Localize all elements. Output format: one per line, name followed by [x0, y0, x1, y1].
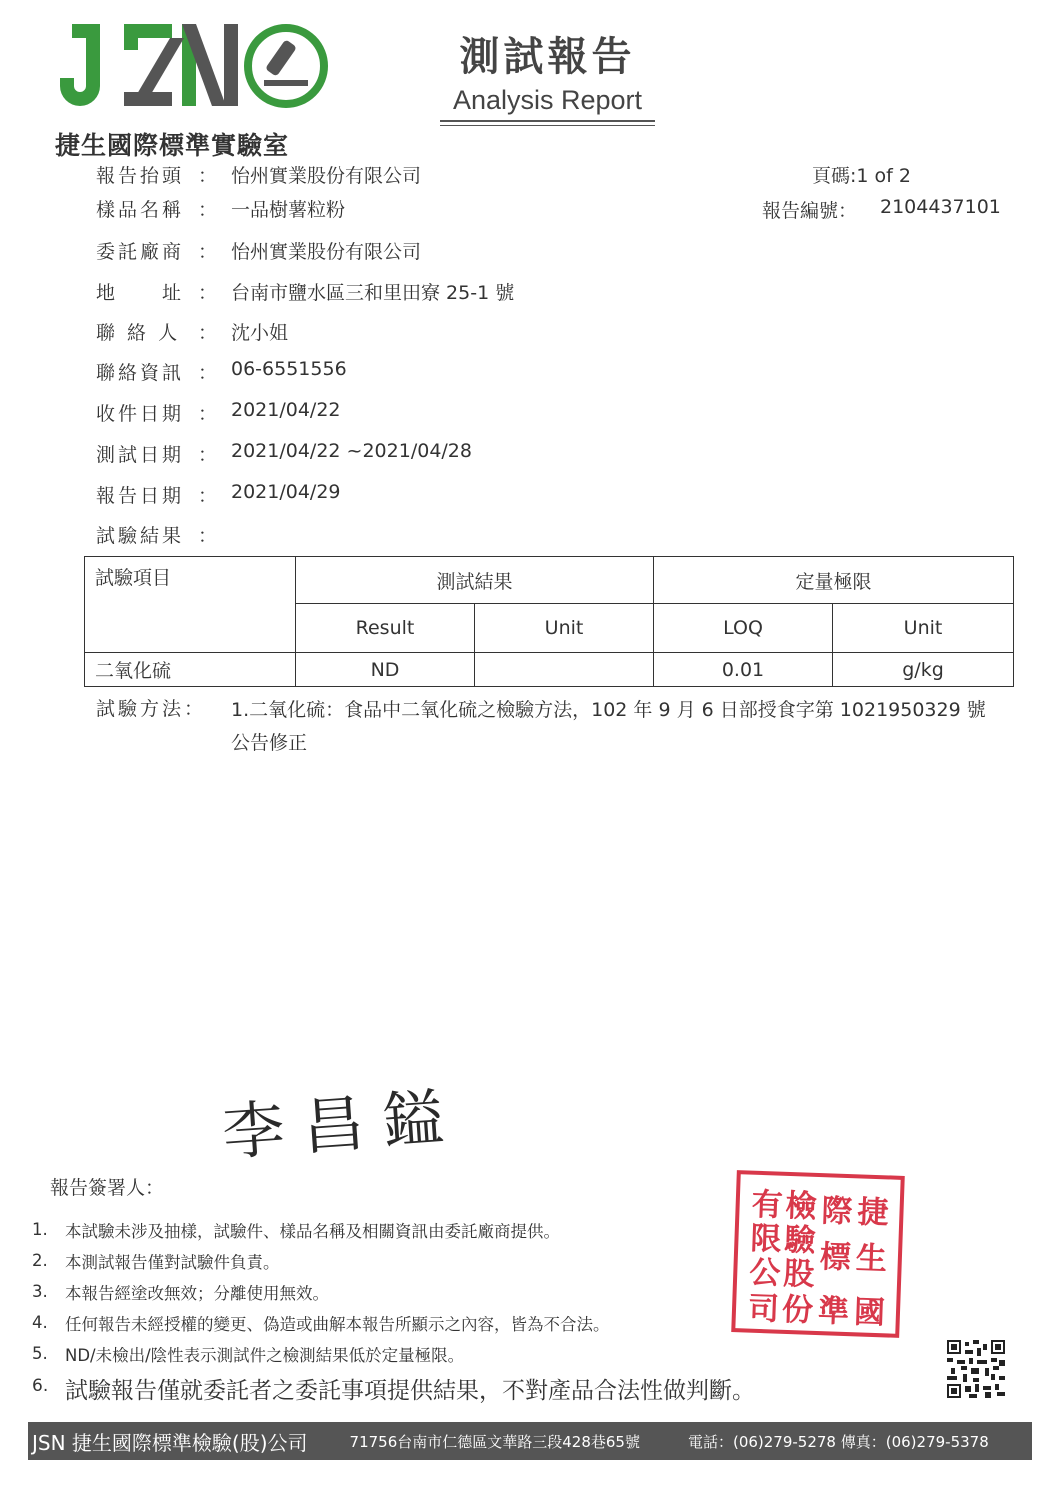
- header-result-group: 測試結果: [296, 557, 654, 604]
- list-item: 4. 任何報告未經授權的變更、偽造或曲解本報告所顯示之內容，皆為不合法。: [32, 1313, 610, 1334]
- footer-bar: [28, 1422, 1032, 1460]
- list-item: 5. ND/未檢出/陰性表示測試件之檢測結果低於定量極限。: [32, 1344, 465, 1365]
- info-label: 聯 絡 人: [96, 322, 181, 344]
- info-label: 測試日期: [96, 444, 185, 466]
- info-value-received-date: 2021/04/22: [231, 399, 341, 421]
- header-loq-unit: Unit: [833, 604, 1014, 653]
- info-value-client: 怡州實業股份有限公司: [231, 241, 422, 263]
- cell-loq: 0.01: [654, 653, 833, 687]
- lab-name: 捷生國際標準實驗室: [55, 131, 290, 160]
- footer-contact: 電話：(06)279-5278 傳真：(06)279-5378: [687, 1432, 989, 1451]
- info-value-report-header: 怡州實業股份有限公司: [231, 165, 422, 187]
- method-text: 1.二氧化硫：食品中二氧化硫之檢驗方法，102 年 9 月 6 日部授食字第 1021950329 號公告修正: [231, 699, 986, 754]
- handwritten-signature: 李昌鎰: [220, 1079, 465, 1170]
- info-colon: ：: [198, 241, 218, 263]
- info-colon: ：: [198, 403, 218, 425]
- list-item-emphasis: 6. 試驗報告僅就委託者之委託事項提供結果，不對產品合法性做判斷。: [32, 1376, 755, 1404]
- footer-company: JSN 捷生國際標準檢驗(股)公司: [32, 1430, 308, 1455]
- info-colon: ：: [198, 199, 218, 221]
- info-colon: ：: [198, 282, 218, 304]
- info-label: 委託廠商: [96, 241, 185, 263]
- report-title-zh: 測試報告: [459, 34, 636, 80]
- info-label: 試驗結果: [96, 525, 185, 547]
- info-value-contact-person: 沈小姐: [231, 322, 289, 344]
- table-row: [85, 653, 1014, 687]
- signer-label: 報告簽署人：: [50, 1177, 165, 1199]
- info-label: 地 址: [96, 282, 185, 304]
- list-item: 3. 本報告經塗改無效；分離使用無效。: [32, 1282, 329, 1303]
- results-table: [84, 556, 1014, 687]
- cell-loq-unit: g/kg: [833, 653, 1014, 687]
- method-label: 試驗方法：: [96, 698, 207, 720]
- info-value-report-date: 2021/04/29: [231, 481, 341, 503]
- info-colon: ：: [198, 444, 218, 466]
- title-underline: [440, 120, 655, 122]
- info-value-test-date: 2021/04/22 ~2021/04/28: [231, 440, 472, 462]
- report-number: 2104437101: [880, 196, 1001, 218]
- info-label: 報告抬頭: [96, 165, 185, 187]
- info-label: 收件日期: [96, 403, 185, 425]
- info-colon: ：: [198, 525, 218, 547]
- cell-result: ND: [296, 653, 475, 687]
- header-test-item: 試驗項目: [85, 557, 296, 653]
- info-label: 聯絡資訊: [96, 362, 185, 384]
- info-value-sample-name: 一品樹薯粒粉: [231, 199, 346, 221]
- report-title-en: Analysis Report: [452, 85, 643, 115]
- info-value-contact-info: 06-6551556: [231, 358, 347, 380]
- jsn-logo: [58, 22, 328, 110]
- page-number: 頁碼:1 of 2: [812, 165, 911, 187]
- info-label: 報告日期: [96, 485, 185, 507]
- header-unit: Unit: [475, 604, 654, 653]
- info-colon: ：: [198, 165, 218, 187]
- cell-unit: [475, 653, 654, 687]
- list-item: 1. 本試驗未涉及抽樣，試驗件、樣品名稱及相關資訊由委託廠商提供。: [32, 1220, 560, 1241]
- header-loq: LOQ: [654, 604, 833, 653]
- company-seal-stamp: 有 檢 際 捷 限 驗 標 生 公 股 司 份 準 國: [731, 1170, 905, 1338]
- cell-item: 二氧化硫: [85, 653, 296, 687]
- info-label: 樣品名稱: [96, 199, 185, 221]
- info-colon: ：: [198, 322, 218, 344]
- header-result: Result: [296, 604, 475, 653]
- qr-code-icon: [947, 1340, 1005, 1398]
- footer-address: 71756台南市仁德區文華路三段428巷65號: [349, 1432, 640, 1451]
- info-value-address: 台南市鹽水區三和里田寮 25-1 號: [231, 282, 515, 304]
- title-underline-secondary: [440, 125, 655, 126]
- header-limit-group: 定量極限: [654, 557, 1014, 604]
- report-number-label: 報告編號：: [762, 200, 858, 222]
- info-colon: ：: [198, 485, 218, 507]
- info-colon: ：: [198, 362, 218, 384]
- list-item: 2. 本測試報告僅對試驗件負責。: [32, 1251, 280, 1272]
- notes-list: [32, 1214, 610, 1369]
